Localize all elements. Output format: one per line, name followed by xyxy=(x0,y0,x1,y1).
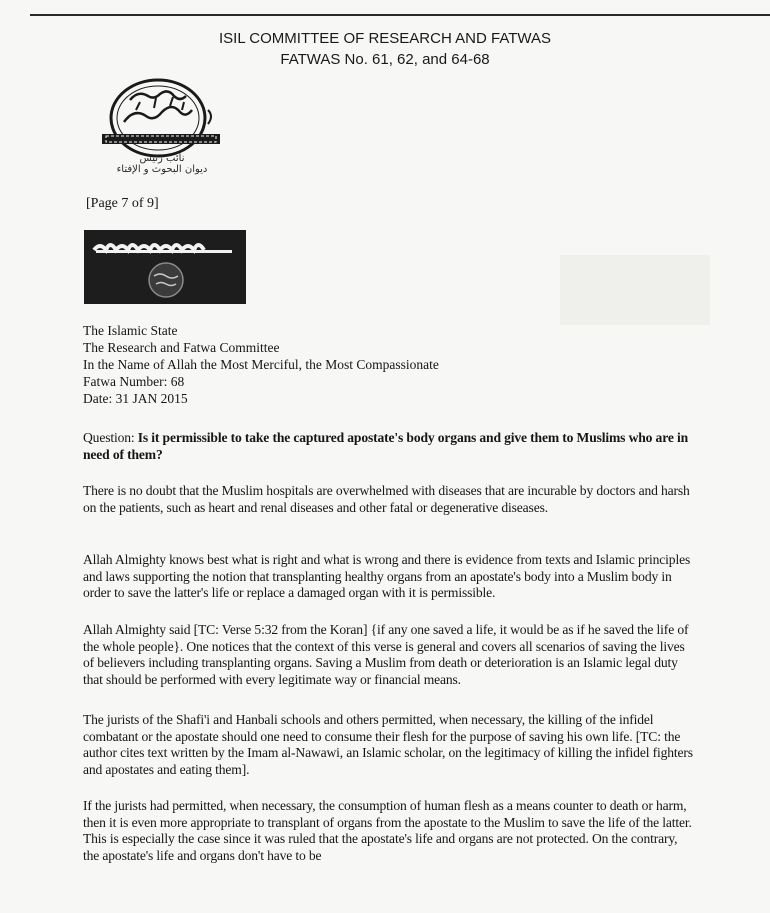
seal-caption-title: نائب رئيس xyxy=(139,153,185,164)
question-label: Question: xyxy=(83,430,138,445)
page-number: [Page 7 of 9] xyxy=(86,196,159,211)
header-state: The Islamic State xyxy=(83,323,178,338)
document-title: ISIL COMMITTEE OF RESEARCH AND FATWAS xyxy=(219,30,551,47)
fatwa-header xyxy=(83,322,439,407)
bleed-through xyxy=(560,255,710,325)
header-date: Date: 31 JAN 2015 xyxy=(83,391,188,406)
top-rule xyxy=(30,14,770,16)
document-subtitle: FATWAS No. 61, 62, and 64-68 xyxy=(280,51,490,68)
header-fatwa-number: Fatwa Number: 68 xyxy=(83,374,185,389)
paragraph-3: Allah Almighty said [TC: Verse 5:32 from the Koran] {if any one saved a life, it would be as if he saved the life of the whole people}. One notices that the context of this verse is general and covers all scenarios of saving the lives of believers including transplanting organs. Saving a Muslim from death or deterioration is an Islamic legal duty that should be performed with every legitimate way or financial means. xyxy=(83,622,689,687)
seal-caption xyxy=(92,153,232,175)
paragraph-5: If the jurists had permitted, when necessary, the consumption of human flesh as a means counter to death or harm, then it is even more appropriate to transplant of organs from the apostate to the Muslim to save the life of the latter. This is especially the case since it was ruled that the apostate's life and organs are not protected. On the contrary, the apostate's life and organs don't have to be xyxy=(83,798,692,863)
seal-caption-office: ديوان البحوث و الإفتاء xyxy=(116,164,208,175)
header-invocation: In the Name of Allah the Most Merciful, the Most Compassionate xyxy=(83,357,439,372)
question-text: Is it permissible to take the captured apostate's body organs and give them to Muslims who are in need of them? xyxy=(83,430,689,462)
black-flag-icon xyxy=(84,230,246,304)
header-committee: The Research and Fatwa Committee xyxy=(83,340,280,355)
paragraph-2: Allah Almighty knows best what is right and what is wrong and there is evidence from texts and Islamic principles and laws supporting the notion that transplanting healthy organs from an apostate's body into a Muslim body in order to save the latter's life or replace a damaged organ with it is permissible. xyxy=(83,552,691,600)
question xyxy=(83,430,693,463)
paragraph-1: There is no doubt that the Muslim hospitals are overwhelmed with diseases that are incurable by doctors and harsh on the patients, such as heart and renal diseases and other fatal or degenerative diseases. xyxy=(83,483,690,515)
paragraph-4: The jurists of the Shafi'i and Hanbali schools and others permitted, when necessary, the killing of the infidel combatant or the apostate should one need to consume their flesh for the purpose of saving his own life. [TC: the author cites text written by the Imam al-Nawawi, an Islamic scholar, on the legitimacy of killing the infidel fighters and apostates and eating them]. xyxy=(83,712,693,777)
